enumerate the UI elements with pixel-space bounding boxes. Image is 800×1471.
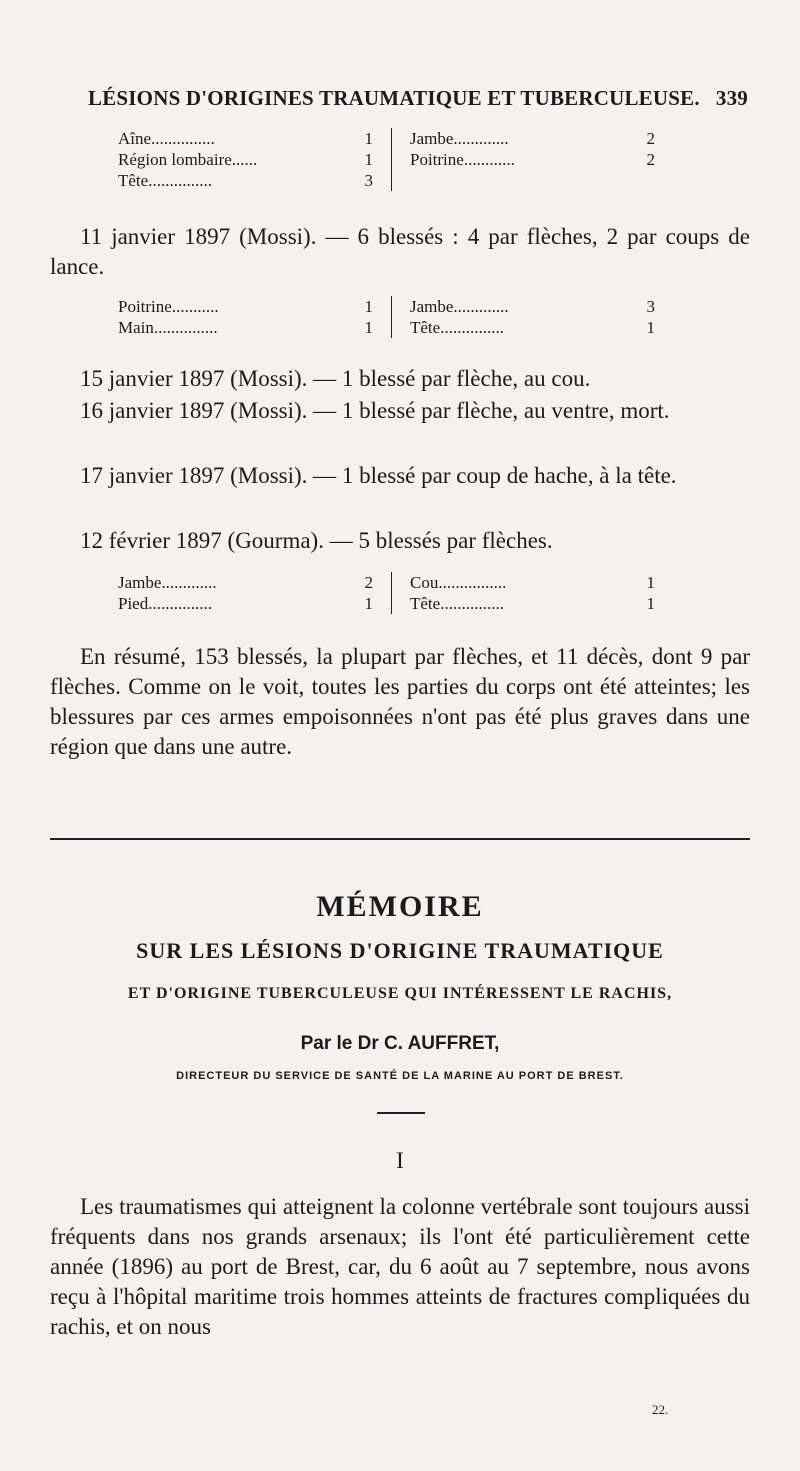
- page-number: 339: [715, 86, 748, 110]
- column-divider: [391, 296, 392, 338]
- signature-mark: 22.: [652, 1402, 669, 1417]
- injury-table-1: [118, 128, 655, 191]
- memoir-title: MÉMOIRE: [316, 890, 484, 923]
- memoir-subtitle: SUR LES LÉSIONS D'ORIGINE TRAUMATIQUE: [136, 938, 664, 963]
- body-paragraph: Les traumatismes qui atteignent la colonne vertébrale sont toujours aussi fréquents dans nos grands arsenaux; ils l'ont été particulièrement cette année (1896) au port de Brest, car, du 6 août au 7 septembre, nous avons reçu à l'hôpital maritime trois hommes atteints de fractures compliquées du rachis, et on nous: [50, 1194, 750, 1339]
- memoir-affiliation: DIRECTEUR DU SERVICE DE SANTÉ DE LA MARINE AU PORT DE BREST.: [176, 1070, 624, 1082]
- table-row: Pied............... 1: [118, 594, 373, 613]
- table-row: Poitrine............ 2: [410, 150, 655, 169]
- table-row: Jambe............. 3: [410, 297, 655, 316]
- table-row: Aîne............... 1: [118, 129, 373, 148]
- table-row: Cou................ 1: [410, 573, 655, 592]
- table-row: Tête............... 1: [410, 318, 655, 337]
- table-row: Jambe............. 2: [410, 129, 655, 148]
- table-row: Main............... 1: [118, 318, 373, 337]
- memoir-author: Par le Dr C. AUFFRET,: [300, 1033, 500, 1054]
- table-row: Région lombaire...... 1: [118, 150, 373, 169]
- short-rule: [377, 1112, 425, 1114]
- injury-table-2: [118, 296, 655, 338]
- table-row: Tête............... 3: [118, 171, 373, 190]
- memoir-subtitle-2: ET D'ORIGINE TUBERCULEUSE QUI INTÉRESSENT LE RACHIS,: [127, 985, 673, 1002]
- summary-paragraph: En résumé, 153 blessés, la plupart par flèches, et 11 décès, dont 9 par flèches. Comme on le voit, toutes les parties du corps ont été atteintes; les blessures par ces armes empoisonnées n'ont pas été plus graves dans une région que dans une autre.: [50, 644, 750, 759]
- injury-table-3: [118, 572, 655, 614]
- entry-15-janvier: 15 janvier 1897 (Mossi). — 1 blessé par flèche, au cou.: [80, 366, 591, 391]
- entry-12-fevrier: 12 février 1897 (Gourma). — 5 blessés par flèches.: [80, 528, 553, 553]
- table-row: Poitrine........... 1: [118, 297, 373, 316]
- column-divider: [391, 128, 392, 191]
- section-rule: [50, 838, 750, 840]
- table-row: Jambe............. 2: [118, 573, 373, 592]
- entry-17-janvier: 17 janvier 1897 (Mossi). — 1 blessé par coup de hache, à la tête.: [80, 463, 677, 488]
- section-number: I: [396, 1148, 404, 1173]
- column-divider: [391, 572, 392, 614]
- running-head: [88, 86, 748, 111]
- table-row: Tête............... 1: [410, 594, 655, 613]
- entry-11-janvier: 11 janvier 1897 (Mossi). — 6 blessés : 4 par flèches, 2 par coups de lance.: [50, 224, 750, 279]
- entry-16-janvier: 16 janvier 1897 (Mossi). — 1 blessé par flèche, au ventre, mort.: [80, 398, 670, 423]
- running-title: LÉSIONS D'ORIGINES TRAUMATIQUE ET TUBERCULEUSE.: [88, 86, 700, 110]
